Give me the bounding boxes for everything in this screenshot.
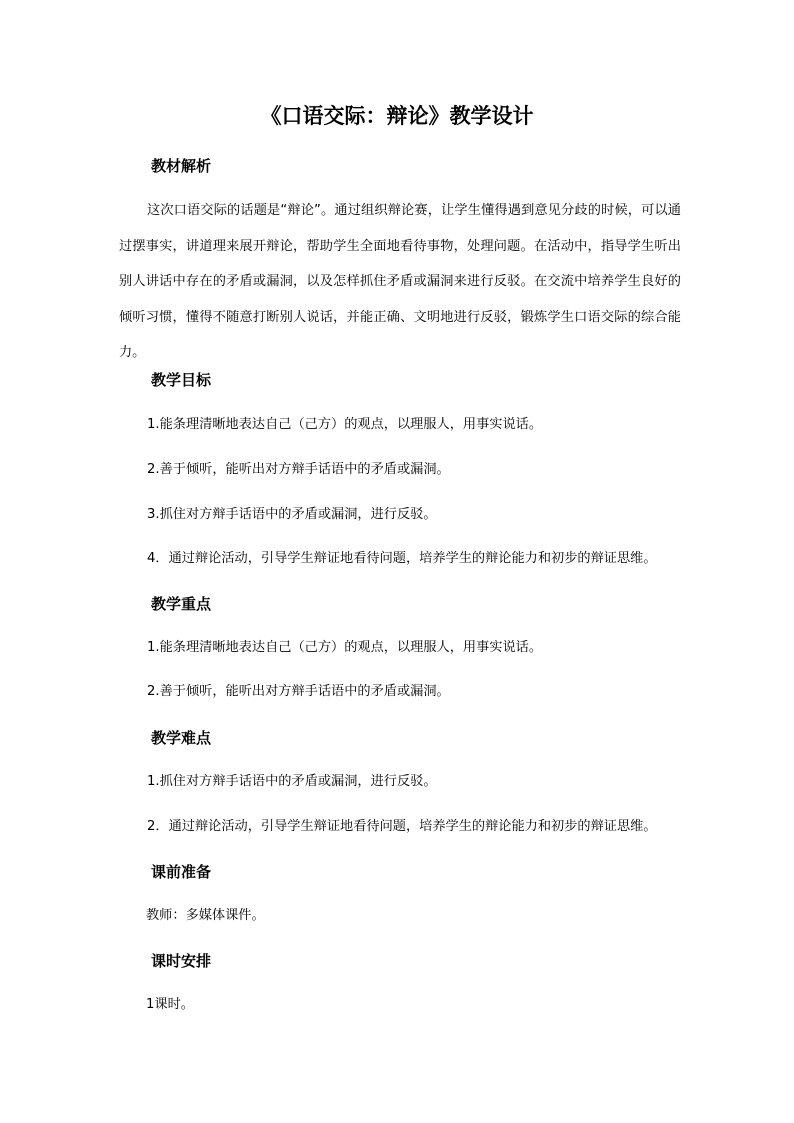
analysis-paragraph: 这次口语交际的话题是“辩论”。通过组织辩论赛，让学生懂得遇到意见分歧的时候，可以通过摆事实，讲道理来展开辩论，帮助学生全面地看待事物，处理问题。在活动中，指导学生听出别人讲话中存在的矛盾或漏洞，以及怎样抓住矛盾或漏洞来进行反驳。在交流中培养学生良好的倾听习惯，懂得不随意打断别人说话，并能正确、文明地进行反驳，锻炼学生口语交际的综合能力。	[119, 203, 681, 360]
section-heading-objectives: 教学目标	[151, 371, 212, 389]
schedule-text: 1课时。	[146, 997, 194, 1012]
key-point-item-1: 1.能条理清晰地表达自己（己方）的观点，以理服人，用事实说话。	[147, 640, 543, 655]
difficulty-item-1: 1.抓住对方辩手话语中的矛盾或漏洞，进行反驳。	[147, 774, 437, 789]
section-heading-difficulties: 教学难点	[151, 729, 212, 747]
section-heading-schedule: 课时安排	[151, 952, 212, 970]
document-title: 《口语交际：辩论》教学设计	[260, 103, 534, 128]
preparation-text: 教师：多媒体课件。	[146, 908, 265, 923]
objective-item-2: 2.善于倾听，能听出对方辩手话语中的矛盾或漏洞。	[147, 462, 450, 477]
key-point-item-2: 2.善于倾听，能听出对方辩手话语中的矛盾或漏洞。	[147, 684, 450, 699]
objective-item-3: 3.抓住对方辩手话语中的矛盾或漏洞，进行反驳。	[147, 507, 437, 522]
section-heading-analysis: 教材解析	[151, 157, 212, 175]
objective-item-1: 1.能条理清晰地表达自己（己方）的观点，以理服人，用事实说话。	[147, 417, 543, 432]
difficulty-item-2: 2．通过辩论活动，引导学生辩证地看待问题，培养学生的辩论能力和初步的辩证思维。	[147, 819, 657, 834]
objective-item-4: 4．通过辩论活动，引导学生辩证地看待问题，培养学生的辩论能力和初步的辩证思维。	[147, 551, 657, 566]
section-heading-key-points: 教学重点	[151, 595, 212, 613]
section-heading-preparation: 课前准备	[151, 863, 212, 881]
